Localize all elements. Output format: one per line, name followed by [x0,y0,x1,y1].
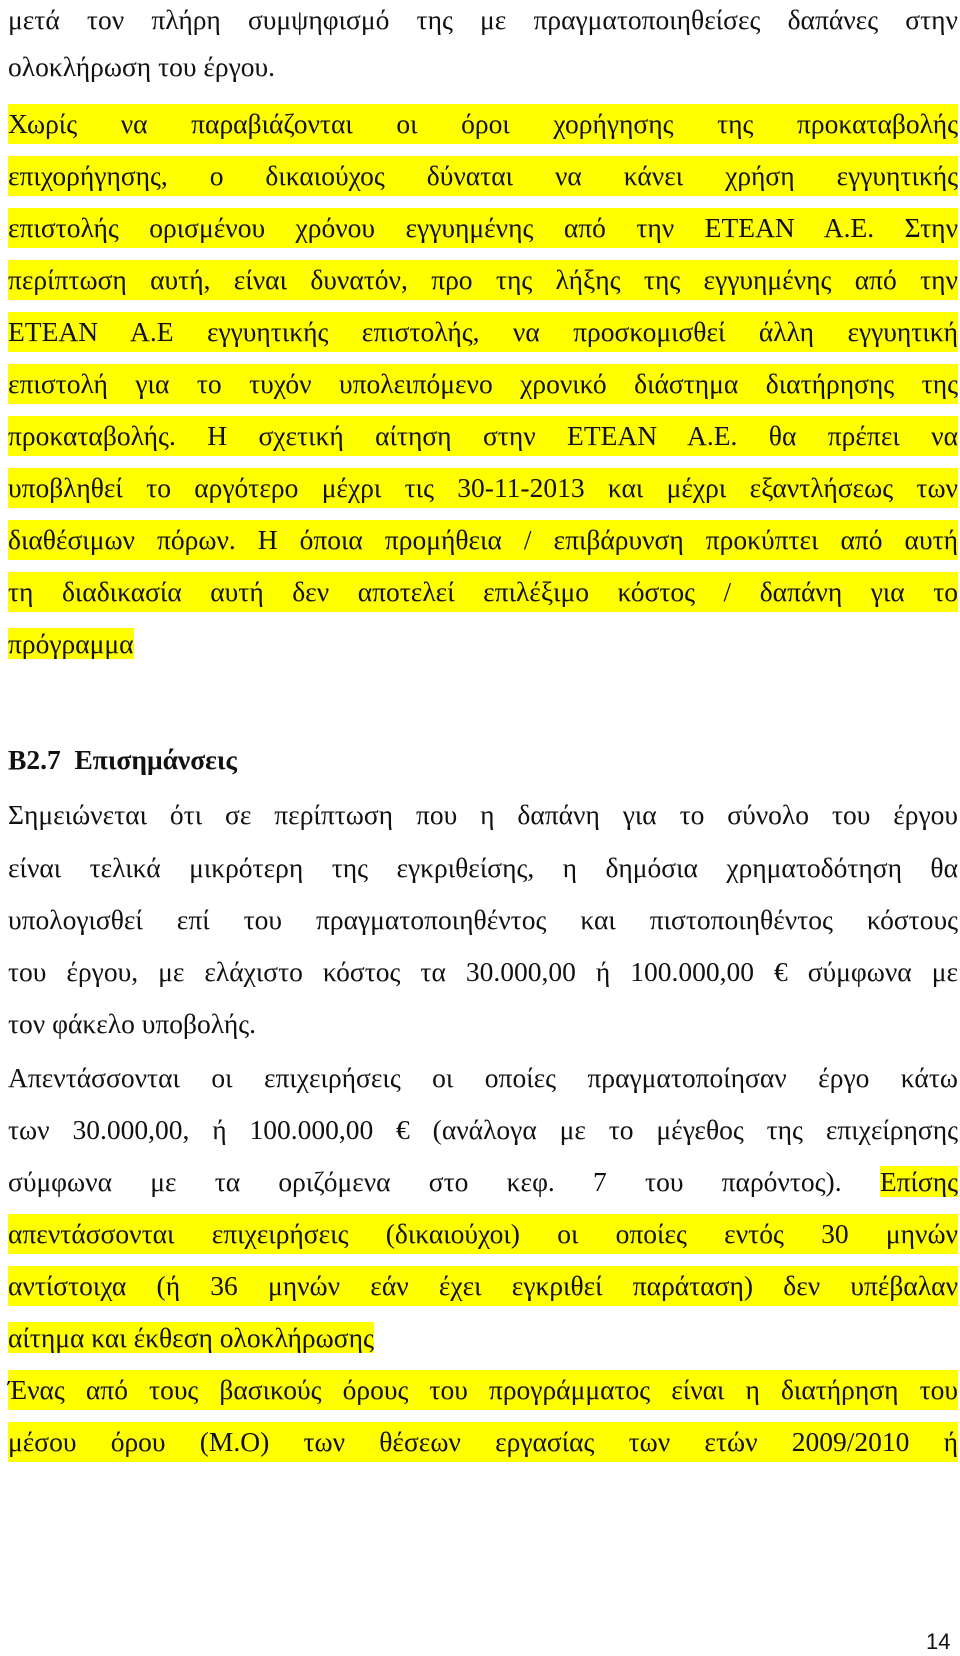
paragraph-2-line-2 [8,156,958,196]
paragraph-3-line-1: Σημειώνεται ότι σε περίπτωση που η δαπάνη για το σύνολο του έργου [8,799,958,830]
paragraph-2-line-8 [8,468,958,508]
paragraph-4-line-2: των 30.000,00, ή 100.000,00 € (ανάλογα με το μέγεθος της επιχείρησης [8,1114,958,1145]
paragraph-4-line-5 [8,1266,958,1306]
paragraph-2-line-4 [8,260,958,300]
highlighted-text: αντίστοιχα (ή 36 μηνών εάν έχει εγκριθεί παράταση) δεν υπέβαλαν [8,1266,958,1306]
highlighted-text: μέσου όρου (Μ.Ο) των θέσεων εργασίας των ετών 2009/2010 ή [8,1422,958,1462]
highlighted-text: Επίσης [879,1166,959,1197]
paragraph-4-line-3 [8,1162,958,1202]
highlighted-text: Ένας από τους βασικούς όρους του προγράμματος είναι η διατήρηση του [8,1370,958,1410]
section-number: Β2.7 [8,744,61,775]
paragraph-1-line-1: μετά τον πλήρη συμψηφισμό της με πραγματοποιηθείσες δαπάνες στην [8,4,958,35]
paragraph-3-line-3: υπολογισθεί επί του πραγματοποιηθέντος και πιστοποιηθέντος κόστους [8,904,958,935]
highlighted-text: απεντάσσονται επιχειρήσεις (δικαιούχοι) οι οποίες εντός 30 μηνών [8,1214,958,1254]
paragraph-2-line-5 [8,312,958,352]
highlighted-text: επιστολή για το τυχόν υπολειπόμενο χρονικό διάστημα διατήρησης της [8,364,958,404]
highlighted-text: ΕΤΕΑΝ Α.Ε εγγυητικής επιστολής, να προσκομισθεί άλλη εγγυητική [8,312,958,352]
section-title: Επισημάνσεις [74,744,238,775]
paragraph-1-line-2: ολοκλήρωση του έργου. [8,51,276,82]
section-heading [8,740,958,780]
paragraph-4-line-1: Απεντάσσονται οι επιχειρήσεις οι οποίες πραγματοποίησαν έργο κάτω [8,1062,958,1093]
paragraph-2-line-7 [8,416,958,456]
highlighted-text: αίτημα και έκθεση ολοκλήρωσης [8,1322,374,1353]
highlighted-text: επιστολής ορισμένου χρόνου εγγυημένης από την ΕΤΕΑΝ Α.Ε. Στην [8,208,958,248]
paragraph-2-line-1 [8,104,958,144]
highlighted-text: τη διαδικασία αυτή δεν αποτελεί επιλέξιμο κόστος / δαπάνη για το [8,572,958,612]
paragraph-5-line-2 [8,1422,958,1462]
paragraph-4-line-4 [8,1214,958,1254]
highlighted-text: περίπτωση αυτή, είναι δυνατόν, προ της λήξης της εγγυημένης από την [8,260,958,300]
highlighted-text: υποβληθεί το αργότερο μέχρι τις 30-11-2013 και μέχρι εξαντλήσεως των [8,468,958,508]
highlighted-text: επιχορήγησης, ο δικαιούχος δύναται να κάνει χρήση εγγυητικής [8,156,958,196]
paragraph-5-line-1 [8,1370,958,1410]
paragraph-2-line-9 [8,520,958,560]
highlighted-text: προκαταβολής. Η σχετική αίτηση στην ΕΤΕΑΝ Α.Ε. θα πρέπει να [8,416,958,456]
paragraph-2-line-11 [8,624,958,664]
highlighted-text: διαθέσιμων πόρων. Η όποια προμήθεια / επιβάρυνση προκύπτει από αυτή [8,520,958,560]
page-number: 14 [926,1629,951,1654]
paragraph-3-line-4: του έργου, με ελάχιστο κόστος τα 30.000,00 ή 100.000,00 € σύμφωνα με [8,956,958,987]
paragraph-4-line-6 [8,1318,958,1358]
paragraph-3-line-5: τον φάκελο υποβολής. [8,1008,256,1039]
paragraph-3-line-2: είναι τελικά μικρότερη της εγκριθείσης, η δημόσια χρηματοδότηση θα [8,852,958,883]
paragraph-2-line-6 [8,364,958,404]
paragraph-2-line-10 [8,572,958,612]
highlighted-text: πρόγραμμα [8,628,134,659]
paragraph-2-line-3 [8,208,958,248]
plain-text: σύμφωνα με τα οριζόμενα στο κεφ. 7 του παρόντος). [8,1166,842,1197]
highlighted-text: Χωρίς να παραβιάζονται οι όροι χορήγησης της προκαταβολής [8,104,958,144]
